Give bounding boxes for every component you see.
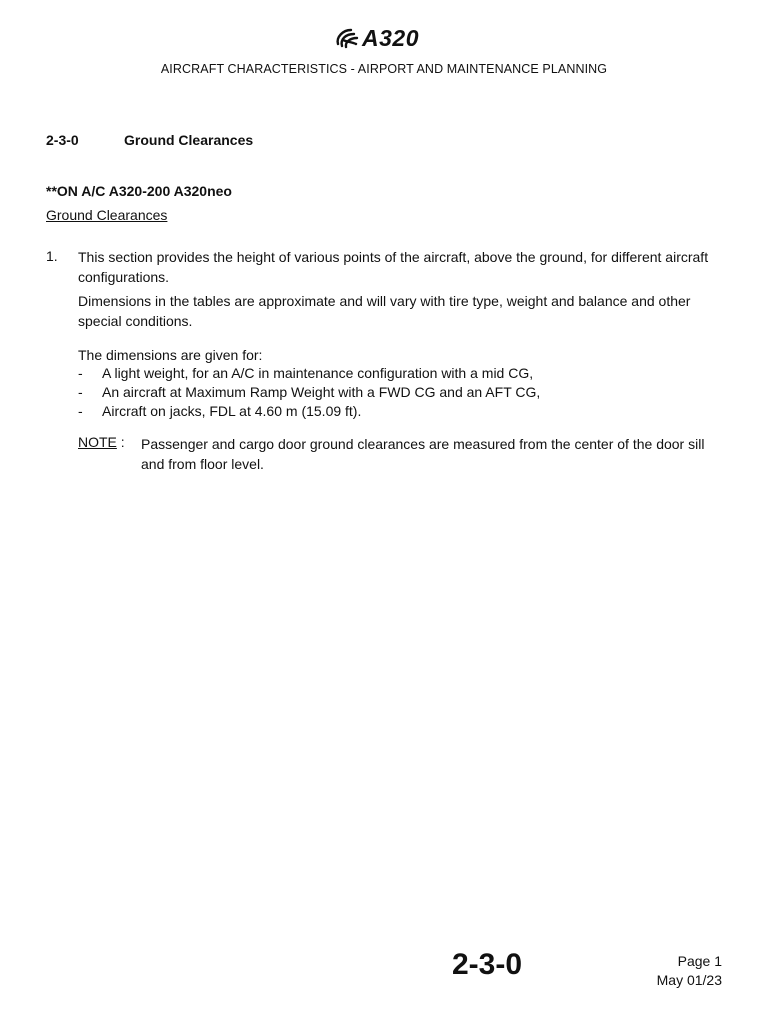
- configuration-list: [78, 364, 540, 421]
- list-marker: -: [78, 365, 83, 381]
- logo-text: A320: [362, 24, 419, 51]
- list-marker: -: [78, 403, 83, 419]
- airbus-swirl-icon: [334, 27, 360, 49]
- list-item-text: Aircraft on jacks, FDL at 4.60 m (15.09 ft).: [102, 403, 362, 419]
- note-text: Passenger and cargo door ground clearances are measured from the center of the door sill and from floor level.: [141, 436, 705, 472]
- topic-subtitle: Ground Clearances: [46, 207, 168, 223]
- list-item: [78, 364, 540, 383]
- footer-section-code: 2-3-0: [452, 948, 523, 981]
- document-header-title: AIRCRAFT CHARACTERISTICS - AIRPORT AND MAINTENANCE PLANNING: [160, 62, 608, 76]
- paragraph-given-for: The dimensions are given for:: [78, 347, 263, 363]
- a320-logo: [334, 24, 419, 52]
- applicability-statement: **ON A/C A320-200 A320neo: [46, 183, 232, 199]
- list-marker: -: [78, 384, 83, 400]
- note-label: NOTE :: [78, 434, 125, 450]
- list-item: [78, 383, 540, 402]
- paragraph-dimensions: Dimensions in the tables are approximate and will vary with tire type, weight and balance and other special conditions.: [78, 293, 691, 329]
- section-title: Ground Clearances: [124, 132, 254, 148]
- item-number: 1.: [46, 248, 58, 264]
- footer-page-info: [657, 952, 722, 990]
- paragraph-intro: This section provides the height of various points of the aircraft, above the ground, for different aircraft configurations.: [78, 249, 709, 285]
- section-number: 2-3-0: [46, 132, 79, 148]
- page-number: Page 1: [677, 953, 722, 969]
- list-item-text: A light weight, for an A/C in maintenance configuration with a mid CG,: [102, 365, 534, 381]
- list-item-text: An aircraft at Maximum Ramp Weight with a FWD CG and an AFT CG,: [102, 384, 541, 400]
- list-item: [78, 402, 540, 421]
- section-heading: [46, 132, 253, 148]
- revision-date: May 01/23: [656, 972, 722, 988]
